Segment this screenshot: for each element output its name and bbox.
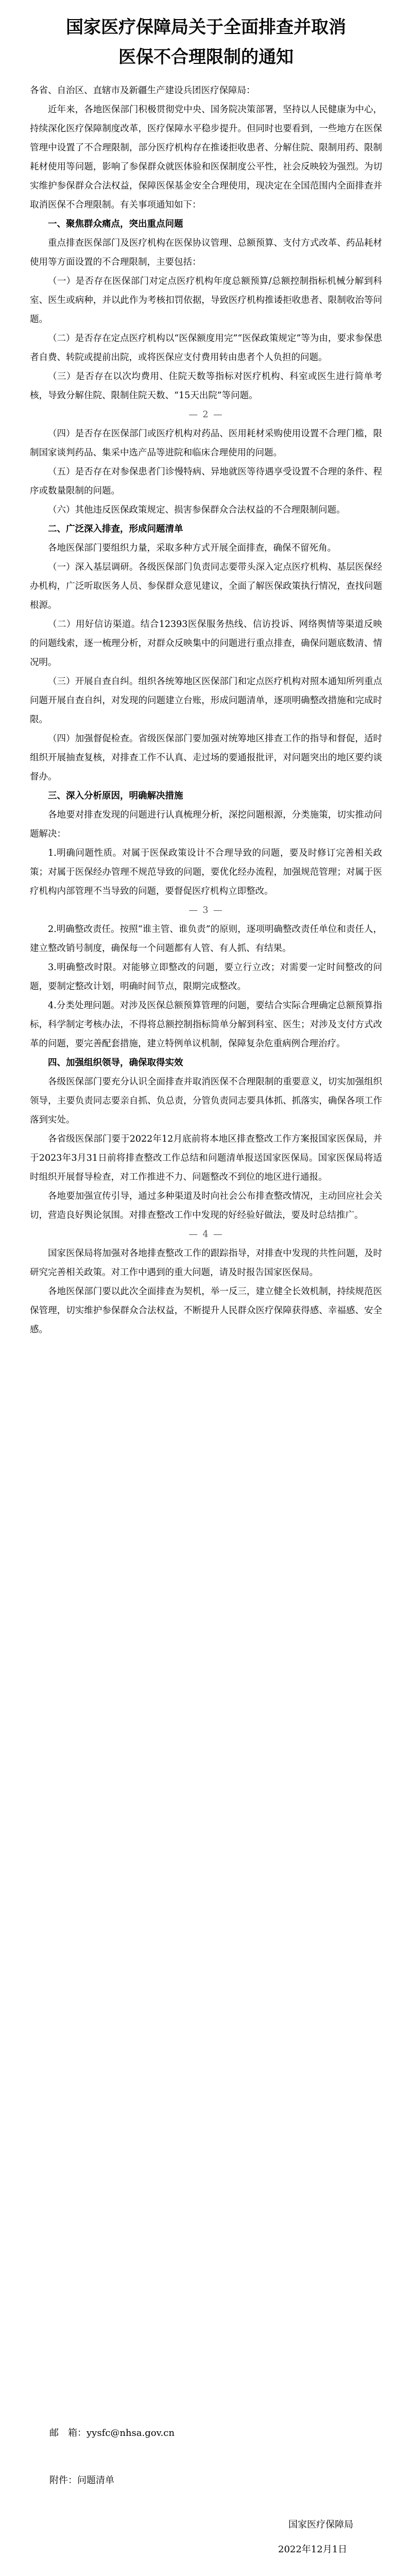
- contact-email-link[interactable]: yysfc@nhsa.gov.cn: [87, 2428, 175, 2438]
- attachment-line: 附件：问题清单: [49, 2475, 114, 2486]
- issuer: 国家医疗保障局: [288, 2519, 353, 2530]
- section-1-heading: 一、聚焦群众痛点，突出重点问题: [48, 219, 183, 229]
- section-3-item: 1.明确问题性质。对属于医保政策设计不合理导致的问题，要及时修订完善相关政策；对属于医保经办管理不规范导致的问题，要优化经办流程，加强规范管理；对属于医疗机构内部管理不当导致的问题，要督促医疗机构立即整改。: [30, 848, 382, 896]
- section-1-item: （六）其他违反医保政策规定、损害参保群众合法权益的不合理限制问题。: [48, 505, 346, 515]
- section-1-item: （五）是否存在对参保患者门诊慢特病、异地就医等待遇享受设置不合理的条件、程序或数量限制的问题。: [30, 467, 382, 496]
- contact-line: [49, 2426, 175, 2439]
- section-2-heading: 二、广泛深入排查，形成问题清单: [48, 524, 183, 534]
- section-4-para: 国家医保局将加强对各地排查整改工作的跟踪指导，对排查中发现的共性问题，及时研究完善相关政策。对工作中遇到的重大问题，请及时报告国家医保局。: [30, 1248, 382, 1278]
- section-2-para: 各地医保部门要组织力量，采取多种方式开展全面排查，确保不留死角。: [48, 543, 336, 553]
- section-2-para: （三）开展自查自纠。组织各统筹地区医保部门和定点医疗机构对照本通知所列重点问题开展自查自纠，对发现的问题建立台账，形成问题清单，逐项明确整改措施和完成时限。: [30, 676, 382, 725]
- notice-body: [30, 81, 382, 1340]
- contact-label: 邮 箱：: [49, 2428, 87, 2438]
- page-mark: — 4 —: [188, 1229, 224, 1240]
- section-2-para: （二）用好信访渠道。结合12393医保服务热线、信访投诉、网络舆情等渠道反映的问题线索，逐一梳理分析，对群众反映集中的问题进行重点排查，确保问题底数清、情况明。: [30, 619, 382, 668]
- section-4-para: 各级医保部门要充分认识全面排查并取消医保不合理限制的重要意义，切实加强组织领导，主要负责同志要亲自抓、负总责，分管负责同志要具体抓、抓落实，确保各项工作落到实处。: [30, 1077, 382, 1125]
- section-1-item: （二）是否存在定点医疗机构以“医保额度用完”“医保政策规定”等为由，要求参保患者自费、转院或提前出院，或将医保应支付费用转由患者个人负担的问题。: [30, 333, 382, 363]
- salutation: 各省、自治区、直辖市及新疆生产建设兵团医疗保障局：: [30, 86, 255, 96]
- section-3-item: 4.分类处理问题。对涉及医保总额预算管理的问题，要结合实际合理确定总额预算指标，科学制定考核办法，不得将总额控制指标简单分解到科室、医生；对涉及支付方式改革的问题，要完善配套措施，建立特例单议机制，保障复杂危重病例合理治疗。: [30, 1001, 382, 1049]
- notice-title-line2: 医保不合理限制的通知: [118, 47, 294, 67]
- section-1-item: （四）是否存在医保部门或医疗机构对药品、医用耗材采购使用设置不合理门槛，限制国家谈判药品、集采中选产品等进院和临床合理使用的问题。: [30, 429, 382, 458]
- section-4-heading: 四、加强组织领导，确保取得实效: [48, 1058, 183, 1068]
- section-2-para: （四）加强督促检查。省级医保部门要加强对统筹地区排查工作的指导和督促，适时组织开展抽查复核，对排查工作不认真、走过场的要通报批评，对问题突出的地区要约谈督办。: [30, 734, 382, 782]
- section-3-intro: 各地要对排查发现的问题进行认真梳理分析，深挖问题根源，分类施策，切实推动问题解决：: [30, 810, 382, 839]
- section-3-item: 2.明确整改责任。按照“谁主管、谁负责”的原则，逐项明确整改责任单位和责任人，建立整改销号制度，确保每一个问题都有人管、有人抓、有结果。: [30, 924, 382, 954]
- intro-paragraph: 近年来，各地医保部门积极贯彻党中央、国务院决策部署，坚持以人民健康为中心，持续深化医疗保障制度改革，医疗保障水平稳步提升。但同时也要看到，一些地方在医保管理中设置了不合理限制，部分医疗机构存在推诿拒收患者、分解住院、限制用药、限制耗材使用等问题，影响了参保群众就医体验和医保制度公平性，社会反映较为强烈。为切实维护参保群众合法权益，保障医保基金安全合理使用，现决定在全国范围内全面排查并取消医保不合理限制。有关事项通知如下：: [30, 105, 382, 210]
- section-3-heading: 三、深入分析原因，明确解决措施: [48, 791, 183, 801]
- section-2-para: （一）深入基层调研。各级医保部门负责同志要带头深入定点医疗机构、基层医保经办机构，广泛听取医务人员、参保群众意见建议，全面了解医保政策执行情况，查找问题根源。: [30, 562, 382, 611]
- section-3-item: 3.明确整改时限。对能够立即整改的问题，要立行立改；对需要一定时间整改的问题，要制定整改计划，明确时间节点，限期完成整改。: [30, 962, 382, 992]
- notice-title-line1: 国家医疗保障局关于全面排查并取消: [66, 17, 346, 38]
- issue-date: 2022年12月1日: [278, 2544, 348, 2555]
- section-4-para: 各地医保部门要以此次全面排查为契机，举一反三，建立健全长效机制，持续规范医保管理，切实维护参保群众合法权益，不断提升人民群众医疗保障获得感、幸福感、安全感。: [30, 1286, 382, 1335]
- section-4-para: 各省级医保部门要于2022年12月底前将本地区排查整改工作方案报国家医保局，并于2023年3月31日前将排查整改工作总结和问题清单报送国家医保局。国家医保局将适时组织开展督导检查，对工作推进不力、问题整改不到位的地区进行通报。: [30, 1134, 382, 1182]
- section-1-item: （一）是否存在医保部门对定点医疗机构年度总额预算/总额控制指标机械分解到科室、医生或病种，并以此作为考核扣罚依据，导致医疗机构推诿拒收患者、限制收治等问题。: [30, 276, 382, 325]
- section-4-para: 各地要加强宣传引导，通过多种渠道及时向社会公布排查整改情况，主动回应社会关切，营造良好舆论氛围。对排查整改工作中发现的好经验好做法，要及时总结推广。: [30, 1191, 382, 1221]
- page-mark: — 3 —: [188, 905, 224, 916]
- section-1-item: （三）是否存在以次均费用、住院天数等指标对医疗机构、科室或医生进行简单考核，导致分解住院、限制住院天数、“15天出院”等问题。: [30, 371, 382, 401]
- page-mark: — 2 —: [188, 410, 224, 420]
- section-1-intro: 重点排查医保部门及医疗机构在医保协议管理、总额预算、支付方式改革、药品耗材使用等方面设置的不合理限制，主要包括：: [30, 238, 382, 267]
